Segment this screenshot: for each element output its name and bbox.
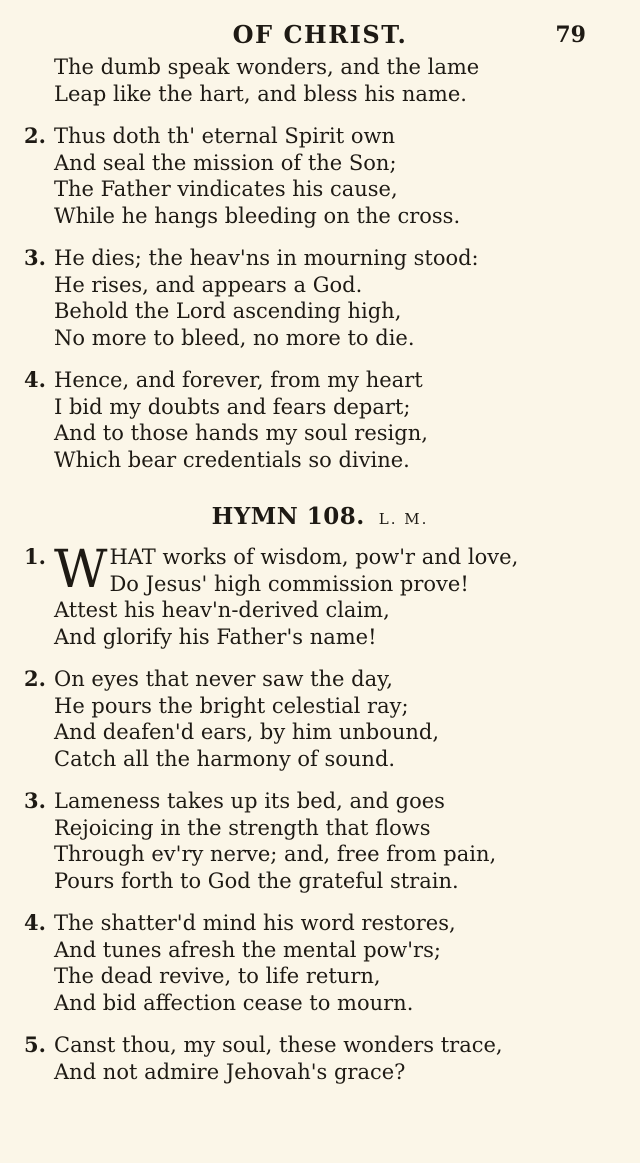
hymn-title: HYMN 108.	[211, 503, 365, 530]
verse-line: Do Jesus' high commission prove!	[109, 571, 469, 596]
stanza-continued-1	[54, 54, 640, 107]
hymn-meter: L. M.	[378, 510, 429, 528]
verse-line: And deafen'd ears, by him unbound,	[54, 720, 440, 744]
verse-line: Catch all the harmony of sound.	[54, 746, 396, 771]
verse-line: And bid affection cease to mourn.	[54, 990, 414, 1015]
hymn-stanza-3	[24, 788, 640, 894]
verse-line: He pours the bright celestial ray;	[54, 693, 409, 718]
stanza-number: 3.	[24, 788, 46, 813]
verse-line: Hence, and forever, from my heart	[54, 368, 423, 392]
stanza-number: 5.	[24, 1032, 46, 1057]
verse-line: While he hangs bleeding on the cross.	[54, 203, 461, 228]
verse-line: HAT works of wisdom, pow'r and love,	[109, 545, 519, 569]
verse-line: And seal the mission of the Son;	[54, 150, 397, 175]
verse-line: Canst thou, my soul, these wonders trace,	[54, 1033, 503, 1057]
stanza-number: 2.	[24, 123, 46, 148]
hymn-stanza-4	[24, 910, 640, 1016]
verse-line: I bid my doubts and fears depart;	[54, 394, 411, 419]
stanza-continued-4	[24, 367, 640, 473]
verse-line: Attest his heav'n-derived claim,	[54, 598, 390, 622]
verse-line: Through ev'ry nerve; and, free from pain,	[54, 842, 497, 866]
verse-line: The Father vindicates his cause,	[54, 177, 398, 201]
stanza-number: 4.	[24, 367, 46, 392]
verse-line: And glorify his Father's name!	[54, 624, 377, 649]
page-number: 79	[555, 22, 586, 48]
verse-line: Rejoicing in the strength that flows	[54, 815, 431, 840]
verse-line: On eyes that never saw the day,	[54, 667, 393, 691]
hymn-stanza-2	[24, 666, 640, 772]
stanza-number: 2.	[24, 666, 46, 691]
stanza-number: 1.	[24, 544, 46, 569]
verse-line: Lameness takes up its bed, and goes	[54, 789, 445, 813]
verse-line: He dies; the heav'ns in mourning stood:	[54, 246, 479, 270]
stanza-continued-2	[24, 123, 640, 229]
verse-line: The shatter'd mind his word restores,	[54, 911, 456, 935]
verse-line: Behold the Lord ascending high,	[54, 299, 402, 323]
page-title: OF CHRIST.	[232, 20, 408, 49]
hymn-heading	[0, 503, 640, 530]
drop-cap: W	[54, 540, 108, 600]
verse-line: Leap like the hart, and bless his name.	[54, 81, 467, 106]
verse-line: And tunes afresh the mental pow'rs;	[54, 937, 441, 962]
verse-line: Which bear credentials so divine.	[54, 447, 410, 472]
verse-line: Pours forth to God the grateful strain.	[54, 868, 459, 893]
verse-line: No more to bleed, no more to die.	[54, 325, 415, 350]
verse-line: And to those hands my soul resign,	[54, 421, 428, 445]
running-head	[0, 20, 640, 54]
verse-line: The dumb speak wonders, and the lame	[54, 55, 480, 79]
verse-line: He rises, and appears a God.	[54, 272, 363, 297]
verse-line: Thus doth th' eternal Spirit own	[54, 124, 395, 148]
verse-line: The dead revive, to life return,	[54, 964, 381, 988]
stanza-continued-3	[24, 245, 640, 351]
verse-line: And not admire Jehovah's grace?	[54, 1059, 406, 1084]
hymn-stanza-1	[24, 540, 640, 650]
stanza-number: 4.	[24, 910, 46, 935]
hymn-stanza-5	[24, 1032, 640, 1085]
stanza-number: 3.	[24, 245, 46, 270]
